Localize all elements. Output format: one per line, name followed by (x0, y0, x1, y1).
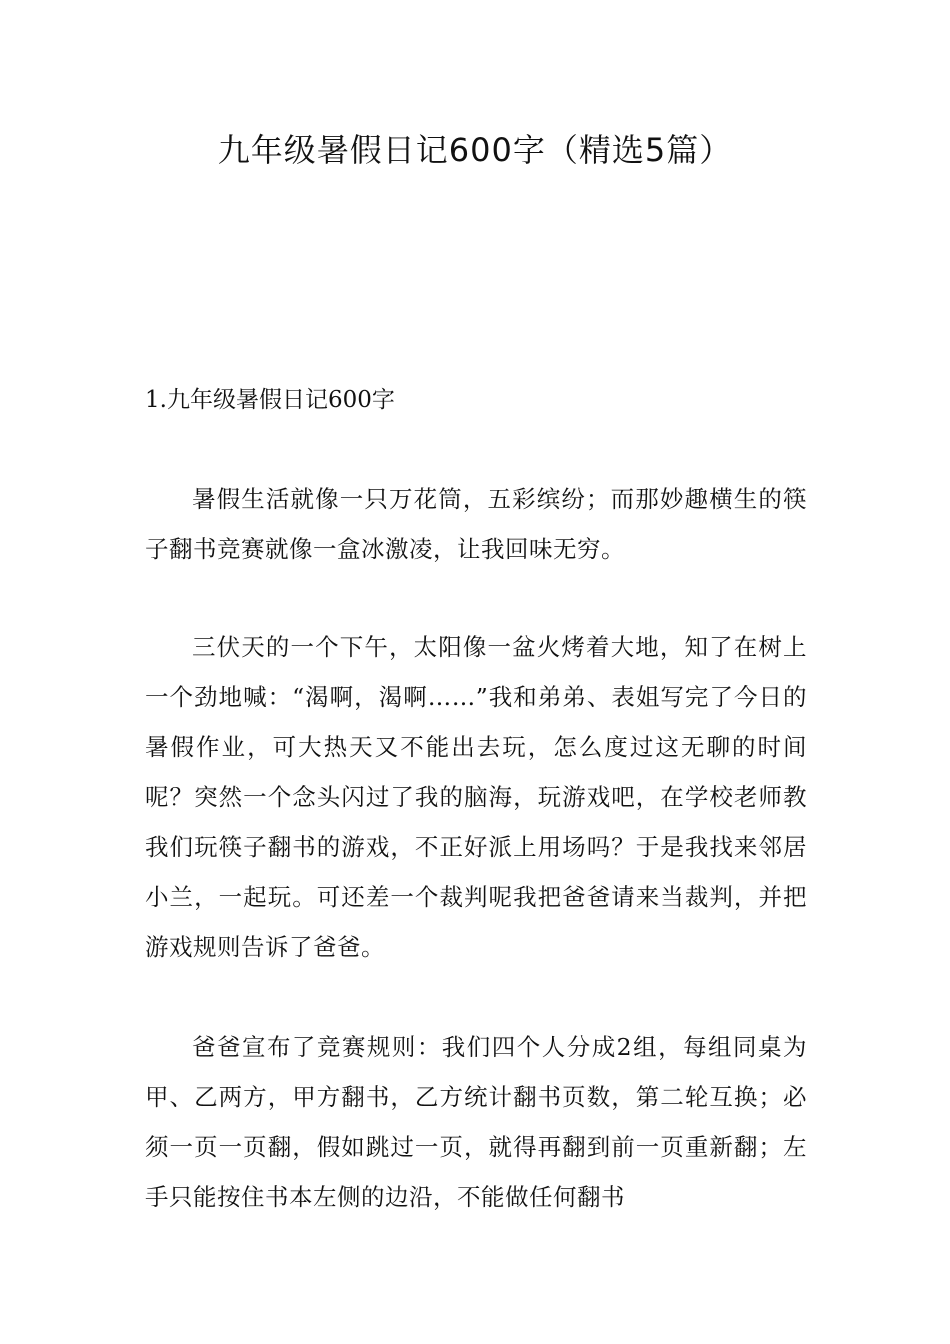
section-heading: 1.九年级暑假日记600字 (145, 387, 395, 413)
paragraph-3: 爸爸宣布了竞赛规则：我们四个人分成2组，每组同桌为甲、乙两方，甲方翻书，乙方统计翻书页数，第二轮互换；必须一页一页翻，假如跳过一页，就得再翻到前一页重新翻；左手只能按住书本左侧的边沿，不能做任何翻书 (145, 1033, 807, 1211)
document-title: 九年级暑假日记600字（精选5篇） (217, 131, 733, 169)
paragraph-1: 暑假生活就像一只万花筒，五彩缤纷；而那妙趣横生的筷子翻书竞赛就像一盒冰激凌，让我回味无穷。 (145, 485, 807, 563)
paragraph-2: 三伏天的一个下午，太阳像一盆火烤着大地，知了在树上一个劲地喊：“渴啊，渴啊……”我和弟弟、表姐写完了今日的暑假作业，可大热天又不能出去玩，怎么度过这无聊的时间呢？突然一个念头闪过了我的脑海，玩游戏吧，在学校老师教我们玩筷子翻书的游戏，不正好派上用场吗？于是我找来邻居小兰，一起玩。可还差一个裁判呢我把爸爸请来当裁判，并把游戏规则告诉了爸爸。 (145, 633, 807, 961)
